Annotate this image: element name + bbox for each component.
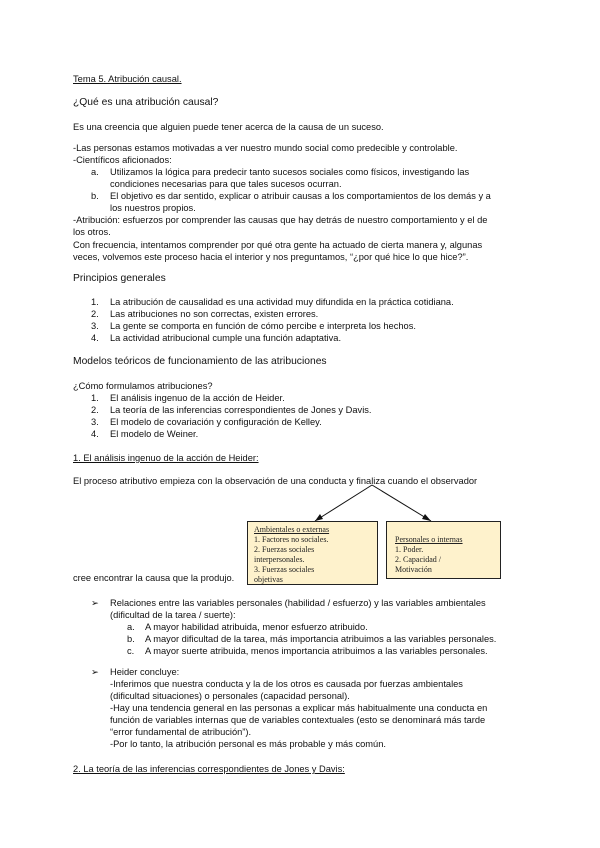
list-marker: 1.	[91, 297, 99, 307]
list-item-text: La atribución de causalidad es una actividad muy difundida en la práctica cotidiana.	[110, 297, 454, 307]
concluye-text: Heider concluye:	[110, 667, 180, 677]
list-item-text: La teoría de las inferencias correspondientes de Jones y Davis.	[110, 405, 372, 415]
box-ambientales-line: 3. Fuerzas sociales	[254, 565, 315, 574]
list-marker: b.	[91, 191, 99, 201]
list-marker: 3.	[91, 417, 99, 427]
paragraph-frecuencia: Con frecuencia, intentamos comprender por qué otra gente ha actuado de cierta manera y, algunas	[73, 240, 483, 250]
paragraph-cientificos: -Científicos aficionados:	[73, 155, 172, 165]
paragraph-atribucion: los otros.	[73, 227, 111, 237]
box-ambientales-line: 1. Factores no sociales.	[254, 535, 329, 544]
definition-text: Es una creencia que alguien puede tener acerca de la causa de un suceso.	[73, 122, 384, 132]
concluye-text: “error fundamental de atribución”).	[110, 727, 252, 737]
relaciones-text: Relaciones entre las variables personales (habilidad / esfuerzo) y las variables ambientales	[110, 598, 486, 608]
arrow-left-head	[315, 514, 323, 521]
list-marker: 1.	[91, 393, 99, 403]
list-marker: a.	[127, 622, 135, 632]
list-marker: 2.	[91, 309, 99, 319]
list-item-text: El modelo de Weiner.	[110, 429, 199, 439]
box-ambientales-line: interpersonales.	[254, 555, 305, 564]
box-personales-line: 1. Poder.	[395, 545, 424, 554]
list-item-text: El análisis ingenuo de la acción de Heider.	[110, 393, 285, 403]
arrow-left-line	[315, 485, 372, 521]
list-item-text: La gente se comporta en función de cómo percibe e interpreta los hechos.	[110, 321, 416, 331]
paragraph-frecuencia: veces, volvemos este proceso hacia el interior y nos preguntamos, “¿por qué hice lo que hice?”.	[73, 252, 469, 262]
concluye-text: -Inferimos que nuestra conducta y la de los otros es causada por fuerzas ambientales	[110, 679, 463, 689]
arrow-bullet-icon: ➢	[91, 598, 99, 608]
list-item-text: A mayor dificultad de la tarea, más importancia atribuimos a las variables personales.	[145, 634, 497, 644]
list-marker: b.	[127, 634, 135, 644]
concluye-text: -Hay una tendencia general en las personas a explicar más habitualmente una conducta en	[110, 703, 488, 713]
list-item-text: El objetivo es dar sentido, explicar o atribuir causas a los comportamientos de los demás y a	[110, 191, 491, 201]
list-marker: 2.	[91, 405, 99, 415]
list-marker: c.	[127, 646, 135, 656]
box-personales-line: 2. Capacidad /	[395, 555, 441, 564]
modelos-question: ¿Cómo formulamos atribuciones?	[73, 381, 213, 391]
modelos-heading: Modelos teóricos de funcionamiento de las atribuciones	[73, 356, 327, 367]
box-personales-title: Personales o internas	[395, 535, 463, 544]
list-item-text: Utilizamos la lógica para predecir tanto sucesos sociales como físicos, investigando las	[110, 167, 470, 177]
list-item-text: Las atribuciones no son correctas, existen errores.	[110, 309, 319, 319]
list-item-text: La actividad atribucional cumple una función adaptativa.	[110, 333, 342, 343]
arrow-right-line	[372, 485, 431, 521]
arrow-bullet-icon: ➢	[91, 667, 99, 677]
paragraph-atribucion: -Atribución: esfuerzos por comprender las causas que hay detrás de nuestro comportamiento y el de	[73, 215, 488, 225]
concluye-text: función de variables internas que de variables contextuales (esto se denominará más tarde	[110, 715, 486, 725]
list-item-text: condiciones necesarias para que tales sucesos ocurran.	[110, 179, 342, 189]
list-item-text: A mayor suerte atribuida, menos importancia atribuimos a las variables personales.	[145, 646, 488, 656]
list-marker: a.	[91, 167, 99, 177]
box-ambientales-line: 2. Fuerzas sociales	[254, 545, 315, 554]
principios-heading: Principios generales	[73, 273, 166, 284]
list-item-text: A mayor habilidad atribuida, menor esfuerzo atribuido.	[145, 622, 368, 632]
box-ambientales	[247, 521, 378, 585]
section-question: ¿Qué es una atribución causal?	[73, 97, 219, 108]
box-ambientales-line: objetivas	[254, 575, 283, 584]
list-marker: 4.	[91, 429, 99, 439]
list-item-text: El modelo de covariación y configuración de Kelley.	[110, 417, 322, 427]
paragraph-proceso: El proceso atributivo empieza con la observación de una conducta y finaliza cuando el observador	[73, 476, 478, 486]
list-item-text: los nuestros propios.	[110, 203, 196, 213]
document-title: Tema 5. Atribución causal.	[73, 74, 182, 84]
jones-heading: 2. La teoría de las inferencias correspondientes de Jones y Davis:	[73, 764, 345, 774]
relaciones-text: (dificultad de la tarea / suerte):	[110, 610, 236, 620]
paragraph-cree: cree encontrar la causa que la produjo.	[73, 573, 235, 583]
arrow-right-head	[422, 514, 431, 521]
box-personales-line: Motivación	[395, 565, 432, 574]
list-marker: 4.	[91, 333, 99, 343]
list-marker: 3.	[91, 321, 99, 331]
concluye-text: (dificultad situaciones) o personales (capacidad personal).	[110, 691, 350, 701]
paragraph-motivadas: -Las personas estamos motivadas a ver nuestro mundo social como predecible y controlable.	[73, 143, 458, 153]
box-ambientales-title: Ambientales o externas	[254, 525, 330, 534]
heider-heading: 1. El análisis ingenuo de la acción de Heider:	[73, 453, 259, 463]
concluye-text: -Por lo tanto, la atribución personal es más probable y más común.	[110, 739, 386, 749]
box-personales	[386, 521, 501, 579]
